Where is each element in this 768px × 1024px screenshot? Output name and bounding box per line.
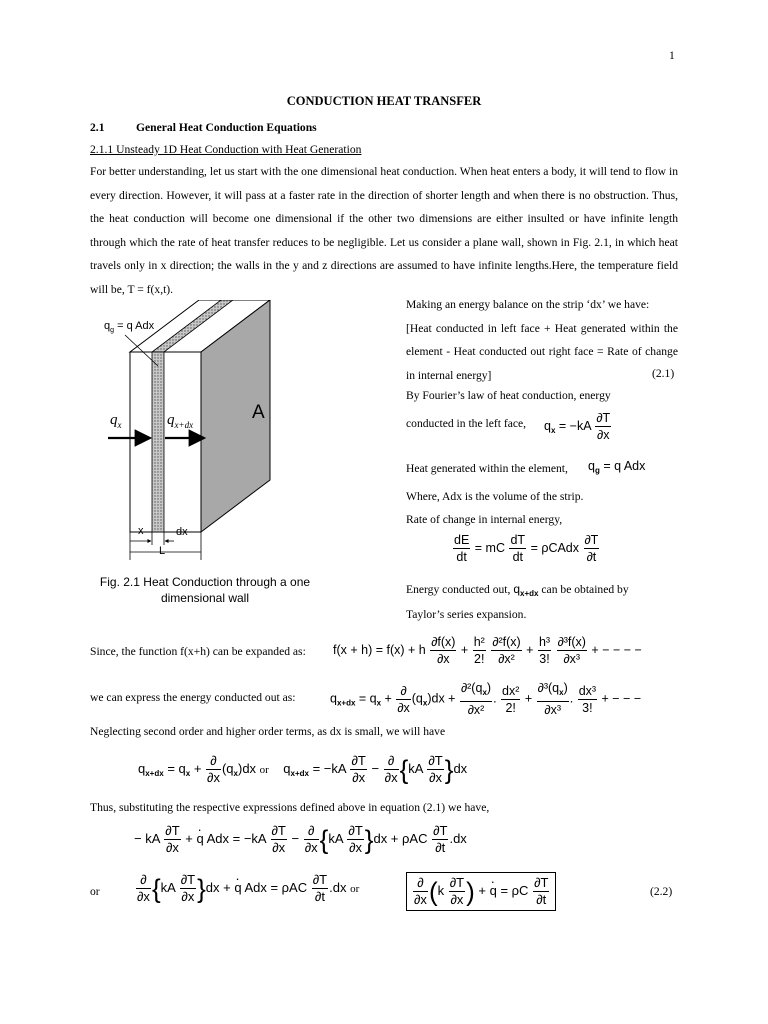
label-dx: dx [176,526,188,538]
strip-dx [152,352,164,532]
right-column [406,293,678,387]
page-number: 1 [669,49,675,62]
fourier-law-text: By Fourier’s law of heat conduction, energy [406,389,611,402]
subsection-heading: 2.1.1 Unsteady 1D Heat Conduction with Heat Generation [90,143,362,156]
label-L: L [159,545,166,557]
eq-qg: $q_g = q$ Adx [588,459,646,475]
label-generation: $q_g = q$ Adx [104,320,155,335]
eq-dEdt: $\frac{dE}{dt}$ = mC $\frac{dT}{dt}$ = ρCAdx $\frac{\partial T}{\partial t}$ [454,533,599,564]
thus-text: Thus, substituting the respective expressions defined above in equation (2.1) we have, [90,801,490,814]
neglect-text: Neglecting second order and higher order terms, as dx is small, we will have [90,725,446,738]
wall-diagram [100,300,400,610]
eq-final-left: $\frac{\partial}{\partial x}$ {kA $\frac{\partial T}{\partial x}$ }dx + · q Adx = ρAC $\frac{\partial T}{\partial t}$ .dx or [135,872,359,905]
eq-taylor-series: f(x + h) = f(x) + h $\frac{\partial f(x)}{\partial x}$ + $\frac{\text{h²}}{2!}$ $\frac{\text{∂²f(x)}}{\text{∂x²}}$ + $\frac{\text{h³}}{3!}$ $\frac{\text{∂³f(x)}}{\text{∂x³}}$ + − − − − [333,635,642,666]
eq-heat-conduction-boxed: $\frac{\partial}{\partial x}$ (k $\frac{\partial T}{\partial x}$ ) + · q = ρC $\frac{\partial T}{\partial t}$ [406,872,556,911]
label-area-A: A [252,402,265,423]
energy-balance-intro: Making an energy balance on the strip ‘dx’ we have: [406,298,650,311]
figure-plane-wall [100,300,400,610]
internal-energy-text: Rate of change in internal energy, [406,513,563,526]
equation-number-2-1: (2.1) [652,367,675,380]
label-x: x [138,525,144,537]
equation-number-2-2: (2.2) [650,885,673,898]
taylor-text: Taylor’s series expansion. [406,608,527,621]
since-text: Since, the function f(x+h) can be expanded as: [90,645,306,658]
section-heading [90,116,317,140]
express-text: we can express the energy conducted out as: [90,691,296,704]
eq-substituted: − kA $\frac{\partial T}{\partial x}$ + · q Adx = −kA $\frac{\partial T}{\partial x}$ − $\frac{\partial}{\partial x}$ {kA $\frac{\partial T}{\partial x}$ }dx + ρAC $\frac{\partial T}{\partial t}$ .dx [134,823,467,856]
intro-paragraph: For better understanding, let us start with the one dimensional heat conduction. When heat enters a body, it will tend to flow in every direction. However, it will pass at a faster rate in the direction of shorter length and when there is no obstruction. Thus, the heat conduction will become one dimensional if the other two dimensions are either insulted or have infinite length through which the rate of heat transfer reduces to be negligible. Let us consider a plane wall, shown in Fig. 2.1, in which heat travels only in x direction; the walls in the y and z directions are assumed to have infinite lengths.Here, the temperature field will be, T = f(x,t). [90,165,678,296]
page-title: CONDUCTION HEAT TRANSFER [286,94,482,108]
or-label: or [90,885,100,898]
wall-front-face [130,352,201,532]
heat-generated-text: Heat generated within the element, [406,462,568,475]
eq-qx: $q_x = -kA$ $\frac{\partial T}{\partial x}$ [544,411,611,442]
energy-out-text: Energy conducted out, $q_{x+dx}$ can be obtained by [406,582,629,598]
energy-balance-statement: [Heat conducted in left face + Heat generated within the element - Heat conducted out right face = Rate of change in internal energy] [406,321,678,382]
label-qx: $q_x$ [110,412,122,430]
eq-qxdx-expansion: $q_{x+dx} = q_x$ + $\frac{\partial}{\partial x}$ $(q_x)dx$ + $\frac{\partial^2(q_x)}{\text{∂x²}}$ . $\frac{\text{dx²}}{2!}$ + $\frac{\partial^3(q_x)}{\text{∂x³}}$ . $\frac{\text{dx³}}{3!}$ + − − − [330,681,642,717]
volume-text: Where, Adx is the volume of the strip. [406,490,584,503]
section-title: General Heat Conduction Equations [136,121,317,134]
left-face-text: conducted in the left face, [406,417,527,430]
section-number: 2.1 [90,121,105,134]
label-qxdx: $q_{x+dx}$ [167,412,194,430]
figure-caption: Fig. 2.1 Heat Conduction through a one dimensional wall [99,575,311,605]
eq-first-order: $q_{x+dx} = q_x$ + $\frac{\partial}{\partial x}$ $(q_x)dx$ or $q_{x+dx} = -kA$ $\frac{\partial T}{\partial x}$ − $\frac{\partial}{\partial x}$ {kA $\frac{\partial T}{\partial x}$ }dx [138,753,468,785]
